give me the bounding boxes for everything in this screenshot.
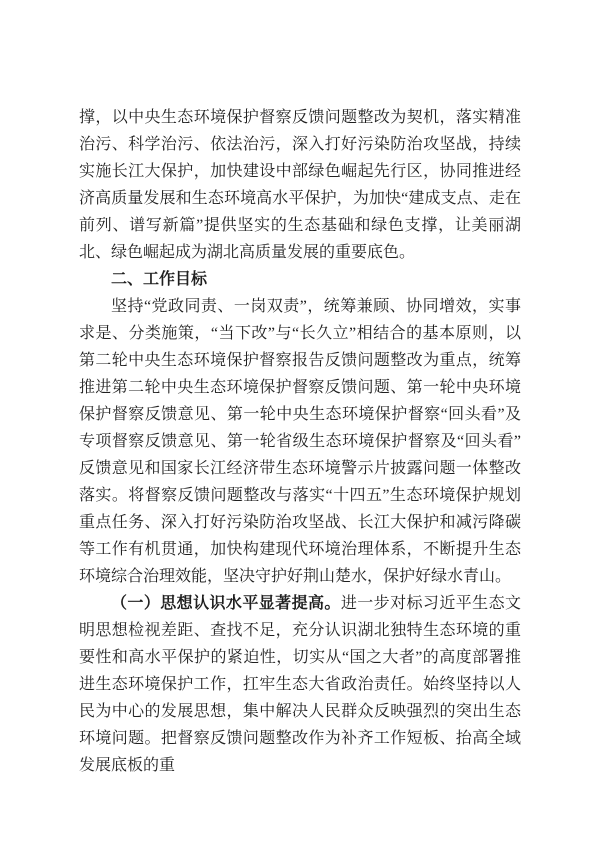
paragraph-subsection-one (79, 590, 521, 779)
section-heading-work-goals: 二、工作目标 (111, 271, 208, 288)
subsection-one-lead: （一）思想认识水平显著提高。 (111, 595, 341, 612)
subsection-one-body: 进一步对标习近平生态文明思想检视差距、查找不足，充分认识湖北独特生态环境的重要性和高水平保护的紧迫性，切实从“国之大者”的高度部署推进生态环境保护工作，扛牢生态大省政治责任。始终坚持以人民为中心的发展思想，集中解决人民群众反映强烈的突出生态环境问题。把督察反馈问题整改作为补齐工作短板、抬高全域发展底板的重 (79, 595, 521, 774)
page-text-block (79, 104, 521, 779)
paragraph-work-goals: 坚持“党政同责、一岗双责”，统筹兼顾、协同增效，实事求是、分类施策，“当下改”与“长久立”相结合的基本原则，以第二轮中央生态环境保护督察报告反馈问题整改为重点，统筹推进第二轮中央生态环境保护督察反馈问题、第一轮中央环境保护督察反馈意见、第一轮中央生态环境保护督察“回头看”及专项督察反馈意见、第一轮省级生态环境保护督察及“回头看”反馈意见和国家长江经济带生态环境警示片披露问题一体整改落实。将督察反馈问题整改与落实“十四五”生态环境保护规划重点任务、深入打好污染防治攻坚战、长江大保护和减污降碳等工作有机贯通，加快构建现代环境治理体系，不断提升生态环境综合治理效能，坚决守护好荆山楚水，保护好绿水青山。 (79, 298, 521, 585)
paragraph-continuation: 撑，以中央生态环境保护督察反馈问题整改为契机，落实精准治污、科学治污、依法治污，深入打好污染防治攻坚战，持续实施长江大保护，加快建设中部绿色崛起先行区，协同推进经济高质量发展和生态环境高水平保护，为加快“建成支点、走在前列、谱写新篇”提供坚实的生态基础和绿色支撑，让美丽湖北、绿色崛起成为湖北高质量发展的重要底色。 (79, 109, 521, 261)
